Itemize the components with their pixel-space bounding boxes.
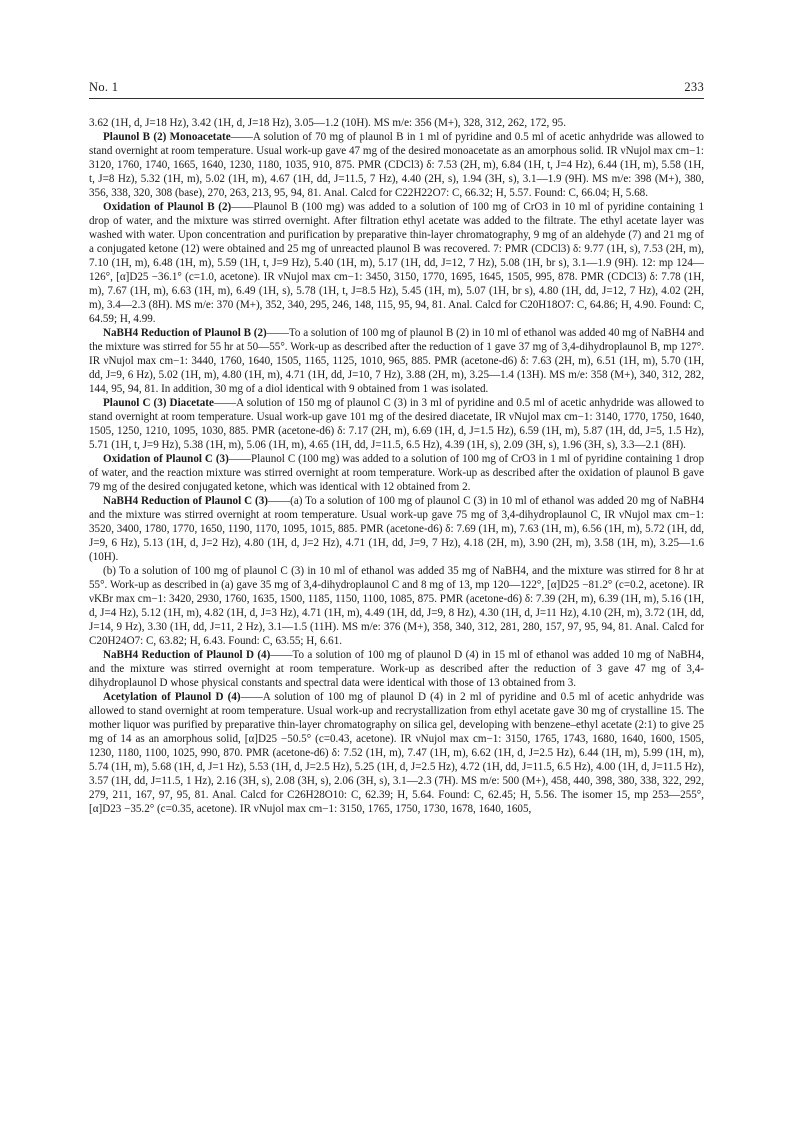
paragraph-heading: NaBH4 Reduction of Plaunol D (4) <box>103 649 271 661</box>
paragraph-nabh4-reduction-plaunol-b <box>89 326 704 396</box>
paragraph-nabh4-reduction-plaunol-d <box>89 648 704 690</box>
paragraph-oxidation-plaunol-b <box>89 200 704 326</box>
journal-number: No. 1 <box>89 80 119 94</box>
paragraph-heading: Oxidation of Plaunol B (2) <box>103 201 232 213</box>
article-body <box>89 116 704 816</box>
paragraph-text: (b) To a solution of 100 mg of plaunol C (3) in 10 ml of ethanol was added 35 mg of NaBH4, and the mixture was stirred for 8 hr at 55°. Work-up as described in (a) gave 35 mg of 3,4-dihydroplaunol C and 8 mg of 13, mp 120—122°, [α]D25 −81.2° (c=0.2, acetone). IR νKBr max cm−1: 3420, 2930, 1760, 1635, 1500, 1185, 1150, 1100, 1085, 875. PMR (acetone-d6) δ: 7.39 (2H, m), 6.39 (1H, m), 5.16 (1H, d, J=4 Hz), 5.12 (1H, m), 4.82 (1H, d, J=3 Hz), 4.71 (1H, m), 4.49 (1H, dd, J=9, 8 Hz), 4.30 (1H, d, J=11 Hz), 4.10 (2H, m), 3.72 (1H, dd, J=14, 9 Hz), 3.30 (1H, dd, J=11, 2 Hz), 3.1—1.5 (11H). MS m/e: 376 (M+), 358, 340, 312, 281, 280, 157, 97, 95, 94, 81. Anal. Calcd for C20H24O7: C, 63.82; H, 6.43. Found: C, 63.55; H, 6.61. <box>89 565 704 647</box>
paragraph-heading: Oxidation of Plaunol C (3) <box>103 453 229 465</box>
paragraph-plaunol-c-diacetate <box>89 396 704 452</box>
paragraph-text: ——To a solution of 100 mg of plaunol B (2) in 10 ml of ethanol was added 40 mg of NaBH4 and the mixture was stirred for 55 hr at 50—55°. Work-up as described after the reduction of 1 gave 37 mg of 3,4-dihydroplaunol B, mp 127°. IR νNujol max cm−1: 3440, 1760, 1640, 1505, 1165, 1125, 1010, 965, 885. PMR (acetone-d6) δ: 7.63 (2H, m), 6.51 (1H, m), 5.70 (1H, dd, J=9, 6 Hz), 5.02 (1H, m), 4.80 (1H, m), 4.71 (1H, dd, J=10, 7 Hz), 3.88 (2H, m), 3.25—1.4 (13H). MS m/e: 358 (M+), 340, 312, 282, 144, 95, 94, 81. In addition, 30 mg of a diol identical with 9 obtained from 1 was isolated. <box>89 327 704 395</box>
paragraph-heading: Plaunol B (2) Monoacetate <box>103 131 231 143</box>
paragraph-plaunol-b-monoacetate <box>89 130 704 200</box>
paragraph-text: ——A solution of 70 mg of plaunol B in 1 ml of pyridine and 0.5 ml of acetic anhydride was allowed to stand overnight at room temperature. Usual work-up gave 47 mg of the desired monoacetate as an amorphous solid. IR νNujol max cm−1: 3120, 1760, 1740, 1665, 1640, 1230, 1180, 1035, 910, 875. PMR (CDCl3) δ: 7.53 (2H, m), 6.84 (1H, t, J=4 Hz), 6.44 (1H, m), 5.58 (1H, t, J=8 Hz), 5.32 (1H, m), 5.02 (1H, m), 4.67 (1H, dd, J=11.5, 7 Hz), 4.40 (2H, s), 1.94 (3H, s), 3.1—1.9 (9H). MS m/e: 398 (M+), 380, 356, 338, 320, 308 (base), 270, 263, 213, 95, 94, 81. Anal. Calcd for C22H22O7: C, 66.32; H, 5.57. Found: C, 66.04; H, 5.68. <box>89 131 704 199</box>
paragraph-continuation <box>89 116 704 130</box>
page <box>89 80 704 816</box>
paragraph-heading: Plaunol C (3) Diacetate <box>103 397 214 409</box>
paragraph-heading: Acetylation of Plaunol D (4) <box>103 691 241 703</box>
paragraph-text: 3.62 (1H, d, J=18 Hz), 3.42 (1H, d, J=18 Hz), 3.05—1.2 (10H). MS m/e: 356 (M+), 328, 312, 262, 172, 95. <box>89 117 566 129</box>
paragraph-oxidation-plaunol-c <box>89 452 704 494</box>
paragraph-text: ——To a solution of 100 mg of plaunol D (4) in 15 ml of ethanol was added 10 mg of NaBH4, and the mixture was stirred overnight at room temperature. Work-up as described after the reduction of 3 gave 47 mg of 3,4-dihydroplaunol D whose physical constants and spectral data were identical with those of 13 obtained from 3. <box>89 649 704 689</box>
page-number: 233 <box>684 80 704 94</box>
paragraph-text: ——Plaunol B (100 mg) was added to a solution of 100 mg of CrO3 in 10 ml of pyridine containing 1 drop of water, and the mixture was stirred overnight. After filtration ethyl acetate was added to the filtrate. The ethyl acetate layer was washed with water. Upon concentration and purification by preparative thin-layer chromatography, 9 mg of an aldehyde (7) and 21 mg of a conjugated ketone (12) were obtained and 25 mg of unreacted plaunol B was recovered. 7: PMR (CDCl3) δ: 9.77 (1H, s), 7.53 (2H, m), 7.10 (1H, m), 6.48 (1H, m), 5.59 (1H, t, J=9 Hz), 5.40 (1H, m), 5.17 (1H, dd, J=12, 7 Hz), 5.08 (1H, br s), 3.1—1.9 (9H). 12: mp 124—126°, [α]D25 −36.1° (c=1.0, acetone). IR νNujol max cm−1: 3450, 3150, 1770, 1695, 1645, 1505, 995, 878. PMR (CDCl3) δ: 7.78 (1H, m), 7.67 (1H, m), 6.63 (1H, m), 6.49 (1H, s), 5.78 (1H, t, J=8.5 Hz), 5.45 (1H, m), 5.07 (1H, br s), 4.80 (1H, dd, J=12, 7 Hz), 4.02 (2H, m), 3.4—2.3 (8H). MS m/e: 370 (M+), 352, 340, 295, 246, 148, 115, 95, 94, 81. Anal. Calcd for C20H18O7: C, 64.86; H, 4.90. Found: C, 64.59; H, 4.99. <box>89 201 704 325</box>
running-head <box>89 80 704 99</box>
paragraph-text: ——(a) To a solution of 100 mg of plaunol C (3) in 10 ml of ethanol was added 20 mg of NaBH4 and the mixture was stirred overnight at room temperature. Usual work-up gave 75 mg of 3,4-dihydroplaunol C, IR νNujol max cm−1: 3520, 3400, 1780, 1770, 1650, 1190, 1170, 1095, 1015, 885. PMR (acetone-d6) δ: 7.69 (1H, m), 7.63 (1H, m), 6.56 (1H, m), 5.72 (1H, dd, J=9, 6 Hz), 5.13 (1H, d, J=2 Hz), 4.80 (1H, d, J=2 Hz), 4.71 (1H, dd, J=9, 7 Hz), 4.18 (2H, m), 3.90 (2H, m), 3.58 (1H, m), 3.25—1.6 (10H). <box>89 495 704 563</box>
paragraph-heading: NaBH4 Reduction of Plaunol B (2) <box>103 327 267 339</box>
paragraph-text: ——A solution of 100 mg of plaunol D (4) in 2 ml of pyridine and 0.5 ml of acetic anhydride was allowed to stand overnight at room temperature. Usual work-up and recrystallization from ethyl acetate gave 30 mg of crystalline 15. The mother liquor was purified by preparative thin-layer chromatography on silica gel, developing with benzene–ethyl acetate (2:1) to give 25 mg of 14 as an amorphous solid, [α]D25 −50.5° (c=0.43, acetone). IR νNujol max cm−1: 3150, 1765, 1743, 1680, 1640, 1600, 1505, 1230, 1180, 1100, 1025, 990, 870. PMR (acetone-d6) δ: 7.52 (1H, m), 7.47 (1H, m), 6.62 (1H, d, J=2.5 Hz), 6.44 (1H, m), 5.99 (1H, m), 5.74 (1H, m), 5.68 (1H, d, J=1 Hz), 5.53 (1H, d, J=2.5 Hz), 5.25 (1H, d, J=2.5 Hz), 4.72 (1H, dd, J=11.5, 6.5 Hz), 4.00 (1H, d, J=11.5 Hz), 3.57 (1H, dd, J=11.5, 1 Hz), 2.16 (3H, s), 2.08 (3H, s), 2.06 (3H, s), 3.1—2.3 (7H). MS m/e: 500 (M+), 458, 440, 398, 380, 338, 322, 292, 279, 211, 167, 97, 95, 81. Anal. Calcd for C26H28O10: C, 62.39; H, 5.64. Found: C, 62.45; H, 5.56. The isomer 15, mp 253—255°, [α]D23 −35.2° (c=0.35, acetone). IR νNujol max cm−1: 3150, 1765, 1750, 1730, 1678, 1640, 1605, <box>89 691 704 815</box>
paragraph-nabh4-reduction-plaunol-c <box>89 494 704 564</box>
paragraph-acetylation-plaunol-d <box>89 690 704 816</box>
paragraph-text: ——A solution of 150 mg of plaunol C (3) in 3 ml of pyridine and 0.5 ml of acetic anhydride was allowed to stand overnight at room temperature. Usual work-up gave 101 mg of the desired diacetate, IR νNujol max cm−1: 3140, 1770, 1750, 1640, 1505, 1250, 1210, 1095, 1030, 885. PMR (acetone-d6) δ: 7.17 (2H, m), 6.69 (1H, d, J=1.5 Hz), 6.59 (1H, m), 5.87 (1H, dd, J=5, 1.5 Hz), 5.71 (1H, t, J=9 Hz), 5.38 (1H, m), 5.06 (1H, m), 4.65 (1H, dd, J=11.5, 6.5 Hz), 4.39 (1H, s), 2.09 (3H, s), 1.96 (3H, s), 3.3—2.1 (8H). <box>89 397 704 451</box>
paragraph-nabh4-reduction-plaunol-c-b <box>89 564 704 648</box>
paragraph-text: ——Plaunol C (100 mg) was added to a solution of 100 mg of CrO3 in 1 ml of pyridine containing 1 drop of water, and the reaction mixture was stirred overnight at room temperature. Work-up as described after the oxidation of plaunol B gave 79 mg of the desired conjugated ketone, which was identical with 12 obtained from 2. <box>89 453 705 493</box>
paragraph-heading: NaBH4 Reduction of Plaunol C (3) <box>103 495 268 507</box>
